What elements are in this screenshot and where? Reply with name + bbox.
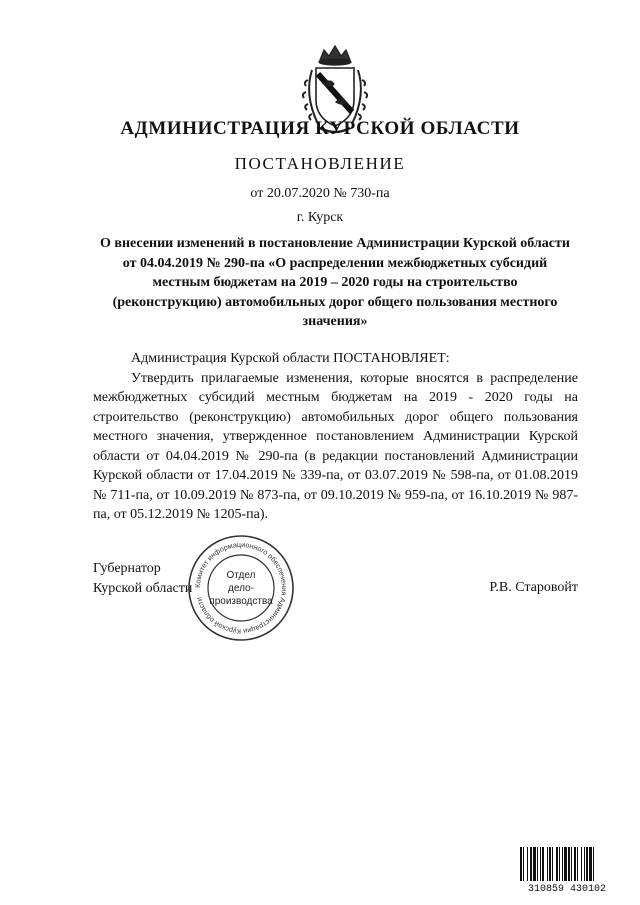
- document-body: [93, 349, 578, 525]
- stamp-line: производства: [209, 596, 273, 607]
- official-stamp: [186, 533, 296, 643]
- body-paragraph: Утвердить прилагаемые изменения, которые вносятся в распределение межбюджетных субсидий местным бюджетам на 2019 - 2020 годы на строительство (реконструкцию) автомобильных дорог общего пользования местного значения, утвержденное постановлением Администрации Курской области от 04.04.2019 № 290-па (в редакции постановлений Администрации Курской области от 17.04.2019 № 339-па, от 03.07.2019 № 598-па, от 01.08.2019 № 711-па, от 10.09.2019 № 873-па, от 09.10.2019 № 959-па, от 16.10.2019 № 987-па, от 05.12.2019 № 1205-па).: [93, 370, 578, 522]
- agency-title: АДМИНИСТРАЦИЯ КУРСКОЙ ОБЛАСТИ: [120, 118, 520, 139]
- signatory-name: Р.В. Старовойт: [489, 580, 578, 595]
- body-paragraph: Администрация Курской области ПОСТАНОВЛЯЕТ:: [131, 351, 450, 366]
- barcode: [519, 845, 615, 893]
- stamp-line: дело-: [228, 583, 254, 594]
- stamp-ring-text: Комитет информационного обеспечения Администрации Курской области: [192, 539, 290, 637]
- barcode-digits: 310859 430102: [527, 884, 607, 893]
- signatory-title-line: Курской области: [93, 580, 193, 596]
- document-subject: О внесении изменений в постановление Администрации Курской области от 04.04.2019 № 290-па «О распределении межбюджетных субсидий местным бюджетам на 2019 – 2020 годы на строительство (реконструкцию) автомобильных дорог общего пользования местного значения»: [100, 236, 570, 329]
- date-number-line: от 20.07.2020 № 730-па: [250, 186, 390, 201]
- barcode-bars: [520, 847, 594, 881]
- signatory-title: [93, 559, 192, 598]
- city-line: г. Курск: [296, 210, 344, 225]
- signatory-title-line: Губернатор: [93, 561, 161, 576]
- document-type: ПОСТАНОВЛЕНИЕ: [234, 154, 406, 173]
- stamp-line: Отдел: [226, 570, 256, 581]
